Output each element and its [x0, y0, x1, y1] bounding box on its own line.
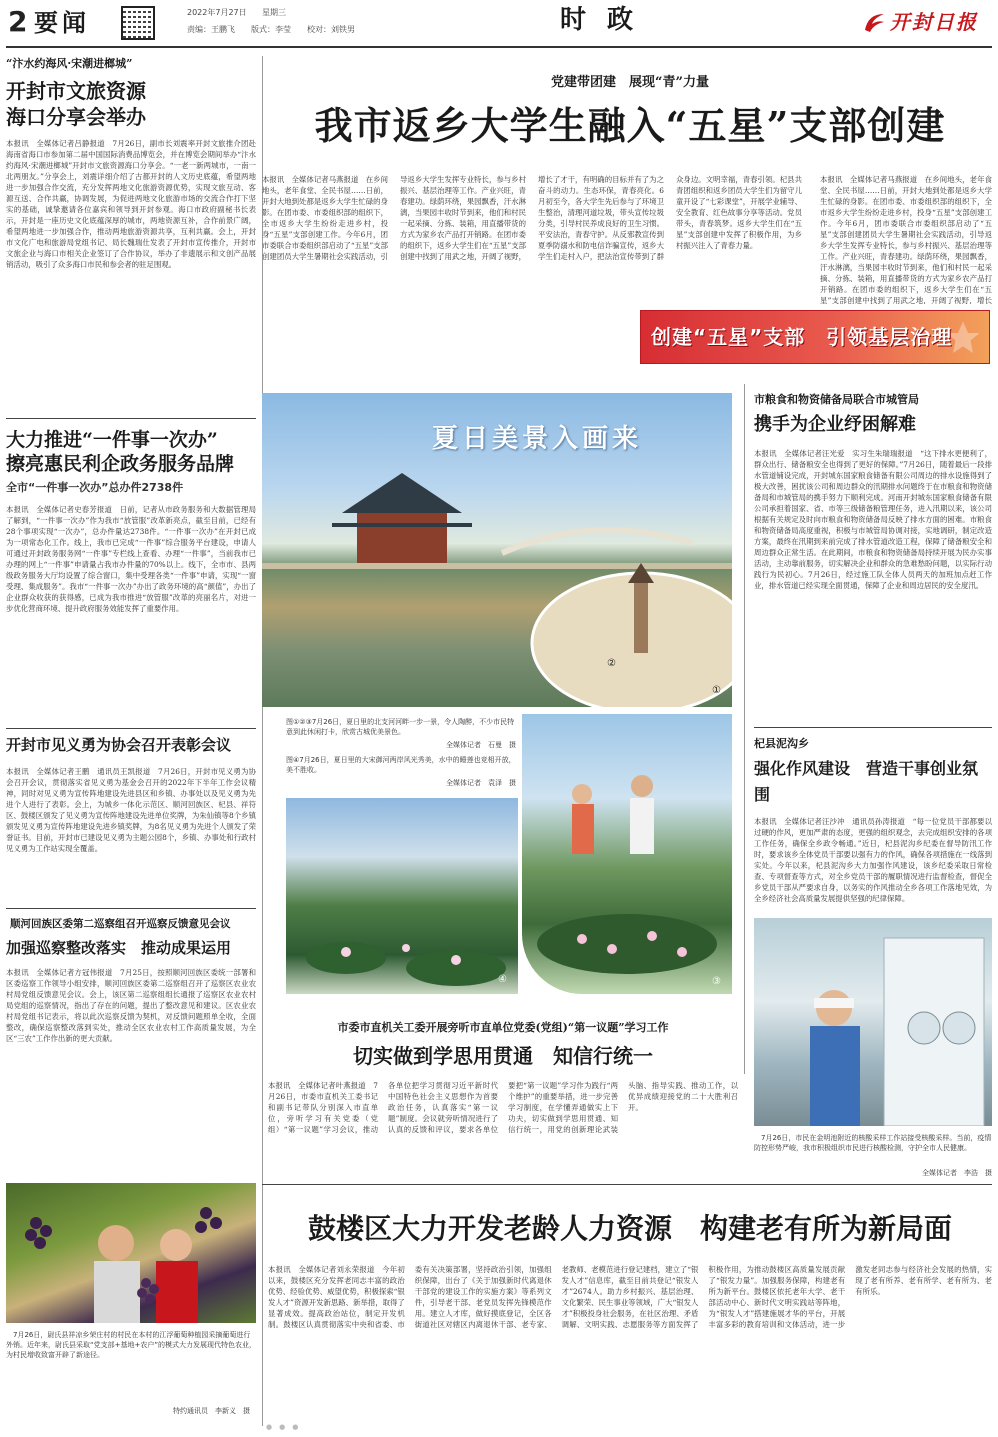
- summer-scenery-photo-main: [262, 393, 732, 707]
- article-title-line2: 海口分享会举办: [6, 105, 146, 129]
- article-title-line2: 擦亮惠民利企政务服务品牌: [6, 453, 235, 475]
- article-inspection: [6, 916, 256, 1087]
- article-subtitle: 全市“一件事一次办”总办件2738件: [6, 481, 184, 494]
- top-story-body-right: 本报讯 全媒体记者马燕报道 在乡间地头，老年食堂、全民书屋……日前，开封大地到处都是返乡大学生忙碌的身影。在团市委、市委组织部的组织下，全市返乡大学生纷纷走进乡村，投身“五星”支部创建工作。今年6月，团市委联合市委组织部启动了“五星”支部创建团员大学生暑期社会实践活动，引导返乡大学生发挥专业特长，参与乡村振兴、基层治理等工作。产业兴旺，青春建功。绿荫环绕，果园飘香，汗水淋漓，当果园丰收时节到来，他们和村民一起采摘、分拣、装箱，用直播带货的方式为家乡农产品打开销路。在团市委的组织下，返乡大学生们在“五星”支部创建中找到了用武之地，开阔了视野，增长: [820, 175, 992, 304]
- photo-marker-2: ②: [607, 658, 616, 669]
- column-title: 时 政: [560, 5, 640, 35]
- masthead: [0, 0, 998, 46]
- photo-marker-4: ④: [498, 974, 507, 985]
- summer-scenery-photo-4: [286, 798, 518, 994]
- article-body: 本报讯 全媒体记者方冠伟报道 7月25日，按照顺河回族区委统一部署和区委巡察工作领导小组安排，顺河回族区委第二巡察组召开了巡察区农业农村局党组反馈意见会议。会上，该区第二巡察组组长通报了巡察区农业农村局党组的巡察情况，指出了存在的问题，提出了整改意见和建议。区农业农村局党组书记表示，将以此次巡察反馈为契机，对反馈问题照单全收，全面整改，确保巡察整改落到实处，推动全区农业农村工作高质量发展，为全区“三农”工作作出新的更大贡献。: [6, 968, 256, 1043]
- article-kaifeng-haikou: [6, 56, 256, 374]
- article-title: 携手为企业纾困解难: [754, 414, 916, 435]
- bottom-story-title: 鼓楼区大力开发老龄人力资源 构建老有所为新局面: [307, 1212, 952, 1245]
- section-name: 要闻: [34, 8, 90, 37]
- article-one-thing-once: [6, 428, 256, 724]
- article-body: 本报讯 全媒体记者汪光爱 实习生朱瑞瑞报道 “这下排水更便利了，群众出行、储备粮安全也得到了更好的保障。”7月26日，随着最后一段排水管道铺设完成，开封城东国家粮食储备有限公司周边的排水设施得到了极大改善，困扰该公司和周边群众的汛期排水问题终于在市粮食和物资储备局和市城管局的携手努力下顺利完成。河南开封城东国家粮食储备有限公司承担着国家、省、市等三级储备粮管理任务，进入汛期以来，该公司根据有关规定及时向市粮食和物资储备局反映了排水方面的困难。市粮食和物资储备局高度重视，积极与市城管局协调对接，实地调研，制定改造方案，最终在汛期到来前完成了排水管道改造工程，保障了储备粮安全和周边群众正常生活。在此期间，市粮食和物资储备局持续开展为民办实事活动，主动靠前服务，切实解决企业和群众的急难愁盼问题，以实际行动践行为民初心。7月26日，经过施工队全体人员两天的加班加点赶工作业，排水管道已经实现全面贯通，保障了企业和周边居民的安全度汛。: [754, 449, 992, 590]
- article-title: 大力推进“一件事一次办”: [6, 429, 218, 451]
- top-story-kicker: 党建带团建 展现“青”力量: [551, 75, 709, 90]
- mid-story-kicker: 市委市直机关工委开展旁听市直单位党委(党组)“第一议题”学习工作: [337, 1021, 669, 1034]
- issue-date: 2022年7月27日: [187, 8, 247, 17]
- article-brave-assoc: [6, 734, 256, 909]
- article-body: 本报讯 全媒体记者王鹏 通讯员王凯报道 7月26日，开封市见义勇为协会召开会议，贯彻落实省见义勇为基金会召开的2022年下半年工作会议精神，同时对见义勇为宣传阵地建设先进县区和乡镇、办事处以及见义勇为先进个人进行了表彰。会上，为城乡一体化示范区、顺河回族区、杞县、祥符区、鼓楼区颁发了见义勇为宣传阵地建设先进单位奖牌，为朱仙镇等8个乡镇颁发见义勇为宣传阵地建设先进乡镇奖牌，为8名见义勇为先进个人颁发了荣誉证书。目前，开封市已建设见义勇为主题公园8个，乡镇、办事处和行政村见义勇为工作站实现全覆盖。: [6, 767, 256, 853]
- divider: [262, 1184, 992, 1185]
- mid-story-title: 切实做到学思用贯通 知信行统一: [353, 1044, 653, 1068]
- article-body: 本报讯 全媒体记者史春芳报道 日前，记者从市政务服务和大数据管理局了解到，“一件事一次办”作为我市“放管服”改革新亮点，截至目前，已经有28个事项实现“一次办”，总办件量达2738件。“一件事一次办”在开封已成为一项常态化工作。线上，我市已完成“一件事”综合服务平台建设，申请人可通过开封政务服务网“一件事”专栏线上查看、办理“一件事”，当前我市已办理的网上“一件事”申请量占我市办件量的70%以上。线下，全市市、县两级政务服务大厅均设置了综合窗口，集中受理各类“一件事”申请，实现“一窗受理、集成服务”。我市“一件事一次办”办出了政务环境的高“颜值”，办出了企业群众收获的获得感，已成为我市推进“放管服”改革的亮丽名片，对进一步优化营商环境、提升政府服务效能发挥了重要作用。: [6, 505, 256, 613]
- photo-title-art: 夏日美景入画来: [432, 424, 643, 454]
- top-story-title: 我市返乡大学生融入“五星”支部创建: [314, 103, 946, 148]
- article-title: 开封市见义勇为协会召开表彰会议: [6, 736, 232, 754]
- article-title: 开封市文旅资源: [6, 79, 146, 103]
- banner-text: 创建“五星”支部 引领基层治理: [651, 325, 953, 349]
- grape-harvest-photo: [6, 1183, 256, 1323]
- page-dots: ● ● ●: [266, 1423, 299, 1431]
- newspaper-logo: [862, 8, 990, 38]
- column-divider: [744, 384, 745, 1074]
- covid-testing-photo: [754, 918, 992, 1126]
- page-number: 2: [8, 5, 28, 38]
- grapes-illustration: [6, 1183, 256, 1323]
- photo-credit-2: 全媒体记者 袁泽 摄: [446, 779, 516, 787]
- testing-booth-illustration: [754, 918, 992, 1126]
- photo-credit: 特约通讯员 李新义 摄: [173, 1407, 250, 1415]
- five-star-banner: [640, 310, 990, 364]
- photo-caption-1: 图①②③7月26日，夏日里的北支河河畔一步一景，令人陶醉，不少市民特意到此休闲打卡，欣赏古城优美景色。: [286, 718, 515, 736]
- mid-story-body: 本报讯 全媒体记者叶燕报道 7月26日，市委市直机关工委书记和副书记带队分别深入市直单位，旁听学习有关党委（党组）“第一议题”学习会议，推动各单位把学习贯彻习近平新时代中国特色社会主义思想作为首要政治任务，认真落实“第一议题”制度。会议就旁听情况进行了认真的反馈和评议，要求各单位要把“第一议题”学习作为践行“两个维护”的重要举措，进一步完善学习制度，在学懂弄通做实上下功夫，切实做到学思用贯通、知信行统一，用党的创新理论武装头脑、指导实践、推动工作，以优异成绩迎接党的二十大胜利召开。: [268, 1081, 738, 1134]
- photo-caption: 7月26日，市民在金明池附近的核酸采样工作站接受核酸采样。当前，疫情防控形势严峻，我市积极组织市民进行核酸检测，守护全市人民健康。: [754, 1134, 992, 1152]
- editor-credits: 责编：王鹏飞 版式：李莹 校对：刘铁男: [187, 25, 355, 34]
- photo-caption: 7月26日，尉氏县祥凉乡荣庄村的村民在本村的江浮葡萄种植园采摘葡萄进行外销。近年来，尉氏县采取“党支部+基地+农户”的模式大力发展现代特色农业，为村民增收致富开辟了新途径。: [6, 1331, 256, 1359]
- article-kicker: 顺河回族区委第二巡察组召开巡察反馈意见会议: [10, 918, 231, 930]
- article-nigou-township: [754, 736, 992, 948]
- photo-marker-1: ①: [712, 685, 721, 696]
- weekday: 星期三: [262, 8, 286, 17]
- people-walking-illustration: [522, 714, 732, 994]
- article-kicker: “汴水约海风·宋潮进榔城”: [6, 57, 133, 70]
- bottom-story-body: 本报讯 全媒体记者刘永荣报道 今年初以来，鼓楼区充分发挥老同志丰富的政治优势、经验优势、威望优势，积极探索“银发人才”资源开发新思路、新举措，取得了显著成效。提高政治站位，制定开发机制。鼓楼区认真贯彻落实中央和省委、市委有关决策部署，坚持政治引领，加强组织保障，出台了《关于加强新时代离退休干部党的建设工作的实施方案》等系列文件，引导老干部、老党员发挥先锋模范作用。建立人才库，做好摸底登记，全区各街道社区对辖区内离退休干部、老专家、老教师、老模范进行登记建档，建立了“银发人才”信息库，截至目前共登记“银发人才”2674人。助力乡村振兴、基层治理、文化繁荣、民生事业等领域，广大“银发人才”积极投身社会服务，在社区治理、矛盾调解、文明实践、志愿服务等方面发挥了积极作用，为推动鼓楼区高质量发展贡献了“银发力量”。加强服务保障，构建老有所为新平台。鼓楼区依托老年大学、老干部活动中心、新时代文明实践站等阵地，为“银发人才”搭建施展才华的平台，开展丰富多彩的教育培训和文体活动，进一步激发老同志参与经济社会发展的热情，实现了老有所养、老有所学、老有所为、老有所乐。: [268, 1265, 992, 1329]
- divider: [754, 727, 992, 728]
- photo-credit: 全媒体记者 李浩 摄: [922, 1169, 992, 1177]
- photo-marker-3: ③: [712, 976, 721, 987]
- article-kicker: 杞县泥沟乡: [754, 737, 809, 750]
- logo-text: 开封日报: [890, 10, 978, 34]
- divider: [6, 908, 256, 909]
- top-story-body: 本报讯 全媒体记者马燕报道 在乡间地头，老年食堂、全民书屋……日前，开封大地到处都是返乡大学生忙碌的身影。在团市委、市委组织部的组织下，全市返乡大学生纷纷走进乡村，投身“五星”支部创建工作。今年6月，团市委联合市委组织部启动了“五星”支部创建团员大学生暑期社会实践活动，引导返乡大学生发挥专业特长，参与乡村振兴、基层治理等工作。产业兴旺，青春建功。绿荫环绕，果园飘香，汗水淋漓，当果园丰收时节到来，他们和村民一起采摘、分拣、装箱，用直播带货的方式为家乡农产品打开销路。在团市委的组织下，返乡大学生们在“五星”支部创建中找到了用武之地，开阔了视野，增长了才干，有明确的目标并有了为之奋斗的动力。生态环保，青春亮化。6月初至今，各大学生先后参与了环境卫生整治，清理河道垃圾，带头宣传垃圾分类，引导村民养成良好的卫生习惯。平安法治，青春守护。从反邪教宣传到夏季防溺水和防电信诈骗宣传，返乡大学生们走村入户，把法治宣传带到了群众身边。文明幸福，青春引领。杞县共青团组织和返乡团员大学生们为留守儿童开设了“七彩课堂”，开展学业辅导、安全教育、红色故事分享等活动。党员带头，青春筑梦。返乡大学生们在“五星”支部创建中发挥了积极作用，为乡村振兴注入了青春力量。: [262, 175, 802, 261]
- header-rule: [6, 46, 992, 48]
- article-body: 本报讯 全媒体记者汪沙冲 通讯员孙涛报道 “每一位党员干部都要以过硬的作风，更加严肃的态度，更强的组织观念，去完成组织安排的各项工作任务，确保全乡政令畅通。”近日，杞县泥沟乡纪委在督导防汛工作时，要求该乡全体党员干部要以强有力的作风，确保各项措施在一线落到实处。今年以来，杞县泥沟乡大力加强作风建设，该乡纪委采取日常检查、专项督查等方式，对全乡党员干部的履职情况进行监督检查，督促全乡党员干部从严要求自身，以务实的作风推动全乡各项工作落地见效，为全乡经济社会高质量发展提供坚强的纪律保障。: [754, 817, 992, 903]
- divider: [6, 418, 256, 419]
- article-kicker: 市粮食和物资储备局联合市城管局: [754, 393, 919, 406]
- photo-caption-2: 图④7月26日，夏日里的大宋御河两岸风光秀美，水中的睡莲也竞相开放，美不胜收。: [286, 756, 516, 774]
- photo-credit-1: 全媒体记者 石曼 摄: [446, 741, 516, 749]
- divider: [6, 728, 256, 729]
- article-title: 强化作风建设 营造干事创业氛围: [754, 759, 979, 804]
- article-body: 本报讯 全媒体记者吕静报道 7月26日，副市长刘震率开封文旅推介团赴海南省海口市参加第二届中国国际消费品博览会，并在博览会期间举办“汴水约海风·宋潮进榔城”开封市文旅资源海口分享会。“一老一新两城市，一南一北两朋友。”分享会上，刘震详细介绍了古都开封的人文历史底蕴，希望两地进一步加强合作交流，充分发挥两地文化旅游资源优势，实现文旅互动、客源互送、合作共赢，协调发展，为促进两地文化旅游市场的交流合作打下坚实的基础，诚挚邀请各位嘉宾和领导到开封参观。海口市政府副秘书长表示，开封是一座历史文化底蕴深厚的城市，两地资源互补，合作前景广阔，希望两地进一步加强合作，推动两地旅游资源共享，互利共赢。会上，开封市文化广电和旅游局党组书记、局长魏瑞仕发表了开封市宣传推介，开封市文旅企业与海口市相关企业签订了合作协议，举办了非遗展示和文创产品展销活动，吸引了众多海口市民和参会者的驻足围观。: [6, 139, 256, 269]
- lotus-pond-illustration: [286, 798, 518, 994]
- summer-scenery-photo-3: [522, 714, 732, 994]
- qr-code: [121, 6, 155, 40]
- article-grain-reserve: [754, 392, 992, 720]
- logo-mark-icon: [862, 10, 888, 36]
- article-title: 加强巡察整改落实 推动成果运用: [6, 939, 232, 957]
